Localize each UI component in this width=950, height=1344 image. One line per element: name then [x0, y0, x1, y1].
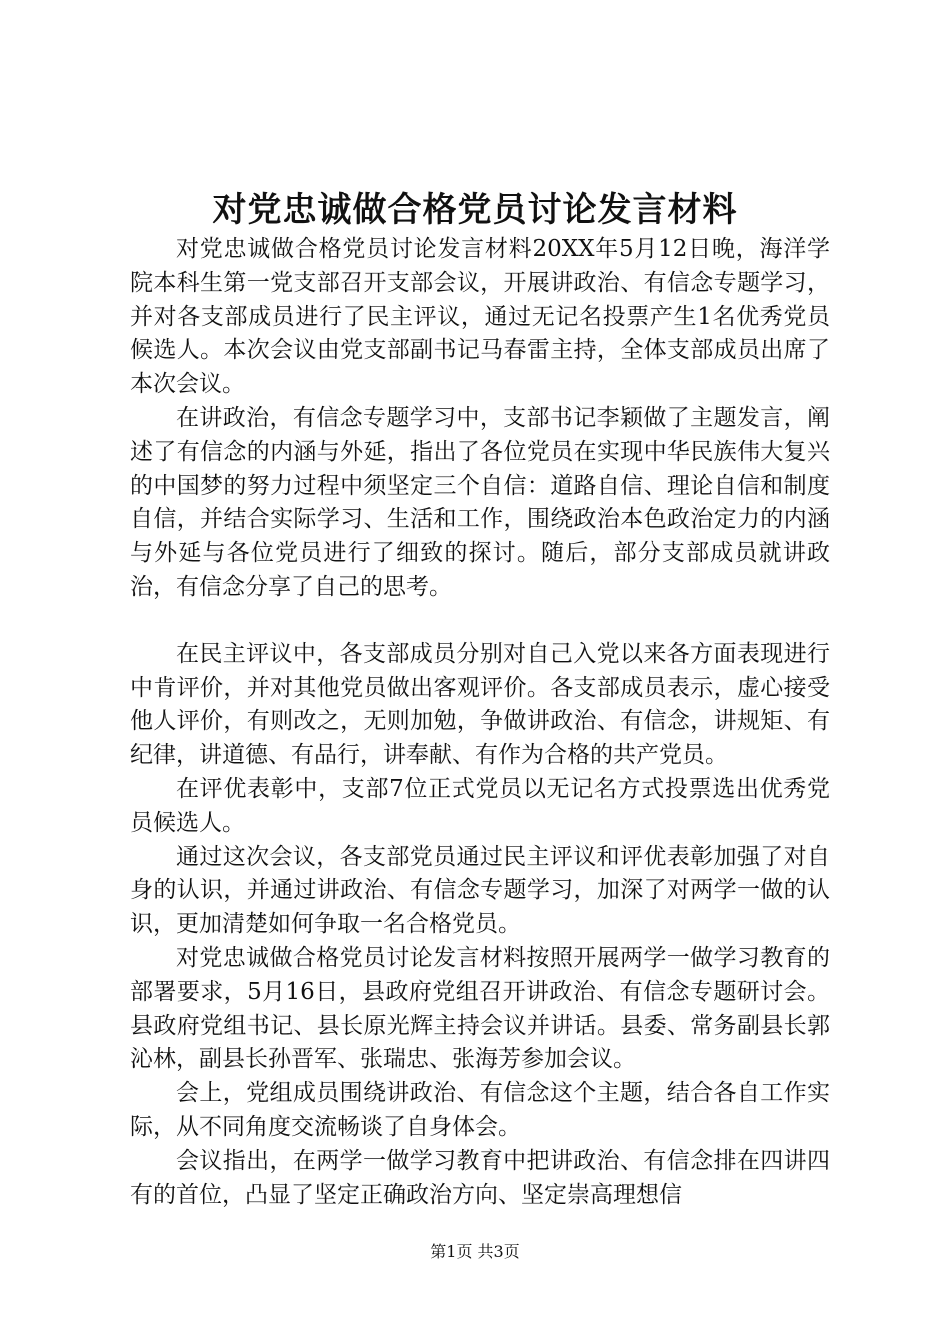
- paragraph: 对党忠诚做合格党员讨论发言材料20XX年5月12日晚，海洋学院本科生第一党支部召开支部会议，开展讲政治、有信念专题学习，并对各支部成员进行了民主评议，通过无记名投票产生1名优秀党员候选人。本次会议由党支部副书记马春雷主持，全体支部成员出席了本次会议。: [130, 236, 830, 398]
- paragraph: 在讲政治，有信念专题学习中，支部书记李颖做了主题发言，阐述了有信念的内涵与外延，指出了各位党员在实现中华民族伟大复兴的中国梦的努力过程中须坚定三个自信：道路自信、理论自信和制度自信，并结合实际学习、生活和工作，围绕政治本色政治定力的内涵与外延与各位党员进行了细致的探讨。随后，部分支部成员就讲政治，有信念分享了自己的思考。: [130, 404, 830, 600]
- page-footer: 第1页 共3页: [430, 1242, 520, 1261]
- paragraph: 在评优表彰中，支部7位正式党员以无记名方式投票选出优秀党员候选人。: [130, 775, 830, 836]
- paragraph: 在民主评议中，各支部成员分别对自己入党以来各方面表现进行中肯评价，并对其他党员做出客观评价。各支部成员表示，虚心接受他人评价，有则改之，无则加勉，争做讲政治、有信念，讲规矩、有纪律，讲道德、有品行，讲奉献、有作为合格的共产党员。: [130, 640, 830, 769]
- paragraph: 会议指出，在两学一做学习教育中把讲政治、有信念排在四讲四有的首位，凸显了坚定正确政治方向、坚定崇高理想信: [130, 1147, 830, 1208]
- paragraph: 对党忠诚做合格党员讨论发言材料按照开展两学一做学习教育的部署要求，5月16日，县政府党组召开讲政治、有信念专题研讨会。县政府党组书记、县长原光辉主持会议并讲话。县委、常务副县长郭沁林，副县长孙晋军、张瑞忠、张海芳参加会议。: [130, 944, 830, 1073]
- paragraph: 会上，党组成员围绕讲政治、有信念这个主题，结合各自工作实际，从不同角度交流畅谈了自身体会。: [130, 1080, 830, 1140]
- document-title: 对党忠诚做合格党员讨论发言材料: [212, 190, 738, 230]
- document-body: [130, 233, 830, 1212]
- paragraph: 通过这次会议，各支部党员通过民主评议和评优表彰加强了对自身的认识，并通过讲政治、有信念专题学习，加深了对两学一做的认识，更加清楚如何争取一名合格党员。: [130, 843, 830, 938]
